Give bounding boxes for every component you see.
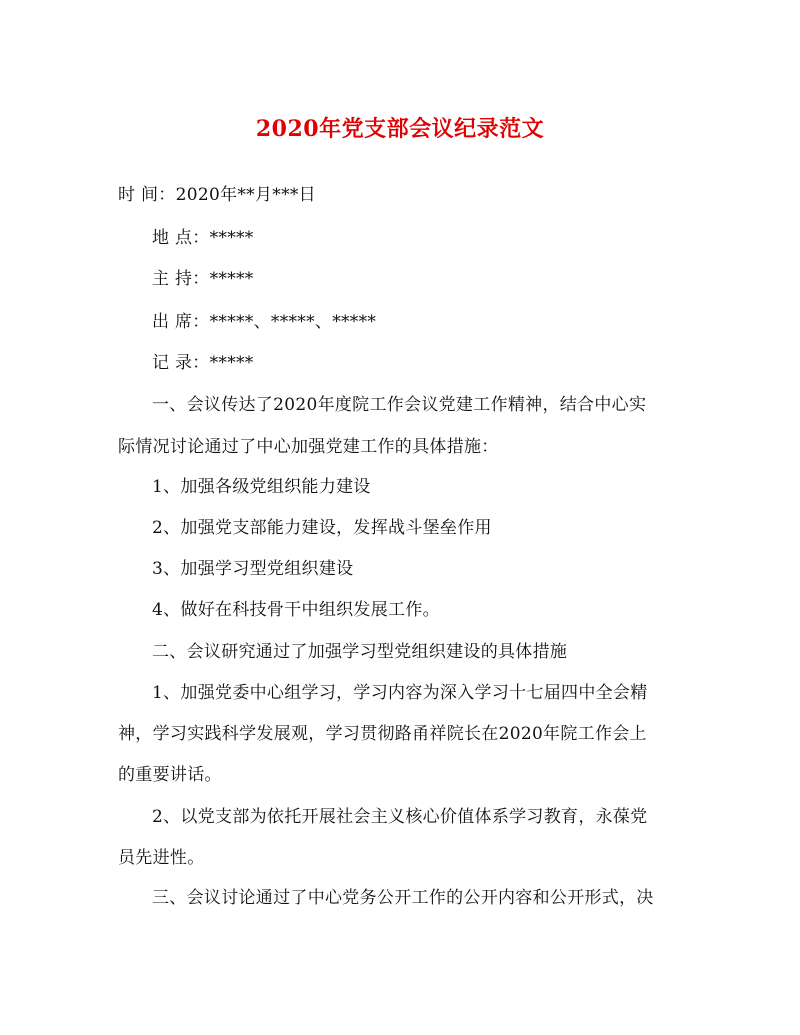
- document-title: 2020年党支部会议纪录范文: [255, 116, 545, 142]
- section-three-line-1: 三、会议讨论通过了中心党务公开工作的公开内容和公开形式，决: [152, 888, 654, 908]
- learning-item-1-line-1: 1、加强党委中心组学习，学习内容为深入学习十七届四中全会精: [152, 683, 648, 703]
- section-one-line-2: 际情况讨论通过了中心加强党建工作的具体措施：: [118, 437, 499, 457]
- measure-item-2: 2、加强党支部能力建设，发挥战斗堡垒作用: [152, 518, 492, 538]
- learning-item-1-line-3: 的重要讲话。: [118, 765, 222, 785]
- section-two-heading: 二、会议研究通过了加强学习型党组织建设的具体措施: [152, 642, 568, 662]
- measure-item-3: 3、加强学习型党组织建设: [152, 559, 354, 579]
- measure-item-4: 4、做好在科技骨干中组织发展工作。: [152, 600, 440, 620]
- meeting-attendees-line: 出 席：*****、*****、*****: [152, 312, 377, 332]
- meeting-location-line: 地 点：*****: [152, 228, 254, 248]
- meeting-recorder-line: 记 录：*****: [152, 353, 254, 373]
- learning-item-1-line-2: 神，学习实践科学发展观，学习贯彻路甬祥院长在2020年院工作会上: [118, 724, 647, 744]
- meeting-host-line: 主 持：*****: [152, 269, 254, 289]
- section-one-line-1: 一、会议传达了2020年度院工作会议党建工作精神，结合中心实: [152, 395, 647, 415]
- measure-item-1: 1、加强各级党组织能力建设: [152, 477, 371, 497]
- learning-item-2-line-2: 员先进性。: [118, 848, 205, 868]
- learning-item-2-line-1: 2、以党支部为依托开展社会主义核心价值体系学习教育，永葆党: [152, 807, 648, 827]
- meeting-time-line: 时 间：2020年**月***日: [118, 185, 316, 205]
